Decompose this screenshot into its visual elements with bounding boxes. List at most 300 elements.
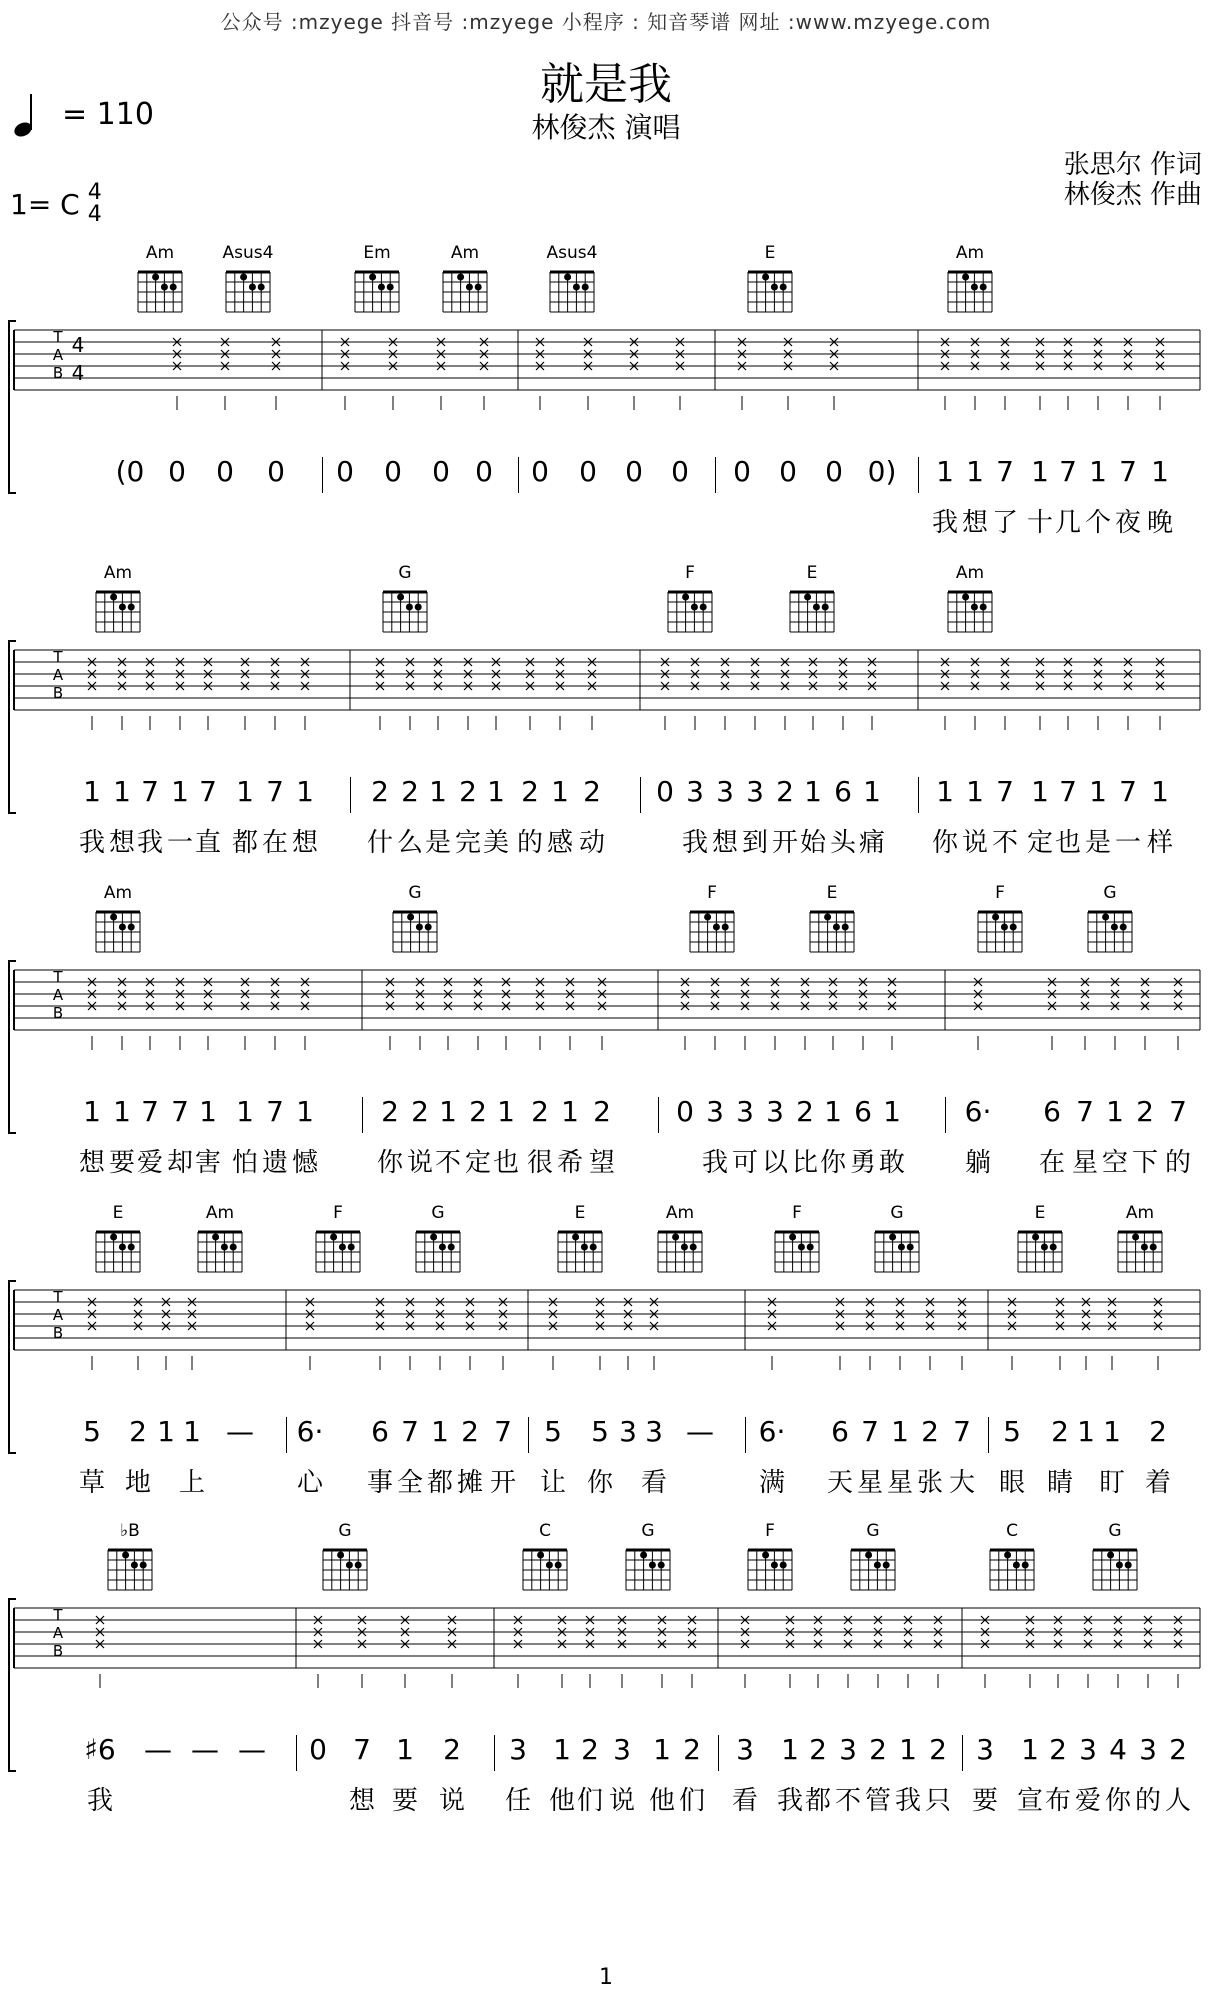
lyric-char: 躺 — [964, 1148, 992, 1178]
jianpu-note: 2 — [459, 775, 477, 808]
tab-clef-letter: B — [52, 1642, 64, 1660]
jianpu-note: 1 — [1151, 455, 1169, 488]
lyric-char: 他 — [548, 1786, 576, 1816]
chord-diagram — [1018, 1203, 1062, 1272]
jianpu-note: 3 — [716, 775, 734, 808]
jianpu-note: 1 — [199, 1095, 217, 1128]
lyric-char: 几 — [1054, 508, 1082, 538]
jianpu-note: 2 — [461, 1415, 479, 1448]
tempo-marking — [14, 92, 154, 136]
time-signature — [88, 182, 102, 226]
jianpu-note: 3 — [766, 1095, 784, 1128]
jianpu-note: 6· — [964, 1095, 992, 1128]
jianpu-note: 3 — [509, 1733, 527, 1766]
jianpu-note: 1 — [236, 1095, 254, 1128]
jianpu-note: 0 — [579, 455, 597, 488]
lyric-char: 的 — [1164, 1148, 1192, 1178]
jianpu-note: 7 — [171, 1095, 189, 1128]
jianpu-note: 1 — [183, 1415, 201, 1448]
chord-name: F — [707, 883, 717, 903]
jianpu-note: 7 — [266, 1095, 284, 1128]
chord-diagram — [690, 883, 734, 952]
score-system — [0, 240, 1212, 540]
chord-diagram — [748, 1521, 792, 1590]
jianpu-note: 3 — [976, 1733, 994, 1766]
jianpu-note: 1 — [83, 1095, 101, 1128]
jianpu-note: 7 — [141, 1095, 159, 1128]
jianpu-note: 2 — [593, 1095, 611, 1128]
lyric-char: 说 — [438, 1786, 466, 1816]
lyric-char: 盯 — [1098, 1468, 1126, 1498]
notation-barline — [322, 457, 323, 493]
tab-clef-letter: A — [52, 1306, 64, 1324]
chord-name: G — [431, 1203, 445, 1223]
lyric-char: 动 — [578, 828, 606, 858]
composer-credit: 林俊杰 作曲 — [1063, 180, 1202, 210]
lyric-char: 却 — [166, 1148, 194, 1178]
tab-clef-letter: B — [52, 1004, 64, 1022]
lyric-char: 了 — [991, 508, 1019, 538]
lyric-char: 要 — [971, 1786, 999, 1816]
jianpu-note: 3 — [706, 1095, 724, 1128]
jianpu-note: 7 — [401, 1415, 419, 1448]
jianpu-note: 1 — [899, 1733, 917, 1766]
jianpu-note: 2 — [469, 1095, 487, 1128]
tab-clef-letter: T — [53, 1288, 63, 1306]
lyric-char: 大 — [948, 1468, 976, 1498]
jianpu-note: 2 — [776, 775, 794, 808]
chord-name: F — [995, 883, 1005, 903]
jianpu-note: 4 — [1109, 1733, 1127, 1766]
lyric-char: 们 — [576, 1786, 604, 1816]
tab-time-top: 4 — [71, 333, 85, 357]
jianpu-note: 2 — [1136, 1095, 1154, 1128]
jianpu-note: 1 — [891, 1415, 909, 1448]
jianpu-note: 1 — [113, 1095, 131, 1128]
jianpu-note: 1 — [1077, 1415, 1095, 1448]
lyric-char: 你 — [819, 1148, 847, 1178]
jianpu-note: 5 — [591, 1415, 609, 1448]
notation-barline — [918, 777, 919, 813]
lyric-char: 也 — [1054, 828, 1082, 858]
lyric-char: 的 — [1134, 1786, 1162, 1816]
jianpu-note: 0 — [733, 455, 751, 488]
lyric-char: 都 — [426, 1468, 454, 1498]
jianpu-note: 1 — [236, 775, 254, 808]
jianpu-note: 3 — [736, 1095, 754, 1128]
lyric-char: 想 — [108, 828, 136, 858]
tab-staff — [0, 1200, 1212, 1370]
chord-name: ♭B — [120, 1521, 140, 1541]
jianpu-note: 1 — [487, 775, 505, 808]
notation-barline — [518, 457, 519, 493]
chord-name: G — [866, 1521, 880, 1541]
chord-name: E — [574, 1203, 586, 1223]
lyric-char: 们 — [678, 1786, 706, 1816]
tab-time-bottom: 4 — [71, 361, 85, 385]
jianpu-note: 1 — [781, 1733, 799, 1766]
chord-diagram — [443, 243, 487, 312]
jianpu-note: 0 — [267, 455, 285, 488]
chord-name: Am — [145, 243, 175, 263]
lyric-char: 看 — [640, 1468, 668, 1498]
chord-diagram — [198, 1203, 242, 1272]
chord-diagram — [547, 243, 598, 312]
chord-diagram — [948, 563, 992, 632]
tab-clef-letter: T — [53, 1606, 63, 1624]
jianpu-note: 0 — [309, 1733, 327, 1766]
time-signature-top: 4 — [87, 180, 102, 205]
chord-diagram — [96, 883, 140, 952]
lyric-char: 直 — [194, 828, 222, 858]
lyric-char: 都 — [804, 1786, 832, 1816]
chord-diagram — [1088, 883, 1132, 952]
jianpu-note: 1 — [1021, 1733, 1039, 1766]
lyric-char: 事 — [366, 1468, 394, 1498]
lyric-char: 不 — [991, 828, 1019, 858]
chord-name: E — [112, 1203, 124, 1223]
notation-barline — [918, 457, 919, 493]
jianpu-note: 0 — [336, 455, 354, 488]
lyric-char: 睛 — [1046, 1468, 1074, 1498]
lyric-char: 头 — [829, 828, 857, 858]
jianpu-note: 6 — [831, 1415, 849, 1448]
jianpu-note: 1 — [883, 1095, 901, 1128]
chord-name: Am — [103, 883, 133, 903]
lyric-char: 心 — [296, 1468, 324, 1498]
jianpu-note: 2 — [921, 1415, 939, 1448]
lyric-char: 我 — [681, 828, 709, 858]
lyric-char: 满 — [758, 1468, 786, 1498]
lyricist-credit: 张思尔 作词 — [1063, 150, 1202, 180]
chord-name: Em — [363, 243, 391, 263]
jianpu-note: 1 — [824, 1095, 842, 1128]
chord-name: E — [826, 883, 838, 903]
jianpu-note: 7 — [1119, 775, 1137, 808]
quarter-note-icon — [14, 92, 44, 136]
lyric-char: 草 — [78, 1468, 106, 1498]
jianpu-note: 1 — [653, 1733, 671, 1766]
jianpu-note: — — [686, 1415, 714, 1448]
lyric-char: 夜 — [1114, 508, 1142, 538]
lyric-char: 比 — [791, 1148, 819, 1178]
numbered-notation-row — [0, 1733, 1212, 1773]
lyrics-row — [0, 502, 1212, 542]
lyric-char: 天 — [826, 1468, 854, 1498]
notation-barline — [658, 1097, 659, 1133]
lyric-char: 要 — [108, 1148, 136, 1178]
chord-name: F — [333, 1203, 343, 1223]
jianpu-note: 6· — [758, 1415, 786, 1448]
jianpu-note: 1 — [497, 1095, 515, 1128]
lyrics-row — [0, 1142, 1212, 1182]
lyric-char: 全 — [396, 1468, 424, 1498]
lyric-char: 定 — [1026, 828, 1054, 858]
lyric-char: 开 — [489, 1468, 517, 1498]
jianpu-note: 3 — [619, 1415, 637, 1448]
lyric-char: 以 — [761, 1148, 789, 1178]
lyric-char: 不 — [834, 1786, 862, 1816]
jianpu-note: 5 — [83, 1415, 101, 1448]
score-system — [0, 1200, 1212, 1500]
tab-staff — [0, 1518, 1212, 1688]
chord-name: Am — [665, 1203, 695, 1223]
notation-barline — [715, 457, 716, 493]
lyrics-row — [0, 822, 1212, 862]
notation-barline — [296, 1735, 297, 1771]
lyric-char: 星 — [1071, 1148, 1099, 1178]
tab-clef-letter: B — [52, 1324, 64, 1342]
chord-name: F — [685, 563, 695, 583]
jianpu-note: 1 — [1103, 1415, 1121, 1448]
notation-barline — [962, 1735, 963, 1771]
chord-diagram — [668, 563, 712, 632]
jianpu-note: 7 — [996, 455, 1014, 488]
chord-name: Am — [955, 563, 985, 583]
jianpu-note: 1 — [1031, 775, 1049, 808]
notation-barline — [528, 1417, 529, 1453]
jianpu-note: 1 — [396, 1733, 414, 1766]
lyric-char: 什 — [366, 828, 394, 858]
jianpu-note: 3 — [839, 1733, 857, 1766]
lyric-char: 开 — [771, 828, 799, 858]
jianpu-note: 3 — [613, 1733, 631, 1766]
chord-diagram — [626, 1521, 670, 1590]
lyric-char: 他 — [648, 1786, 676, 1816]
jianpu-note: 1 — [553, 1733, 571, 1766]
lyric-char: 说 — [406, 1148, 434, 1178]
lyric-char: 想 — [961, 508, 989, 538]
lyric-char: 上 — [178, 1468, 206, 1498]
lyric-char: 空 — [1101, 1148, 1129, 1178]
jianpu-note: 0 — [384, 455, 402, 488]
chord-diagram — [223, 243, 274, 312]
jianpu-note: 0 — [671, 455, 689, 488]
lyric-char: 是 — [424, 828, 452, 858]
jianpu-note: 7 — [1076, 1095, 1094, 1128]
lyric-char: 布 — [1044, 1786, 1072, 1816]
jianpu-note: 7 — [1059, 455, 1077, 488]
numbered-notation-row — [0, 455, 1212, 495]
jianpu-note: 1 — [863, 775, 881, 808]
notation-barline — [494, 1735, 495, 1771]
lyric-char: 看 — [731, 1786, 759, 1816]
key-signature — [10, 182, 102, 226]
lyric-char: 勇 — [849, 1148, 877, 1178]
jianpu-note: 2 — [583, 775, 601, 808]
tab-clef-letter: A — [52, 666, 64, 684]
jianpu-note: 1 — [1106, 1095, 1124, 1128]
lyric-char: 在 — [1038, 1148, 1066, 1178]
chord-diagram — [875, 1203, 919, 1272]
lyric-char: 我 — [776, 1786, 804, 1816]
chord-diagram — [96, 563, 140, 632]
lyric-char: 想 — [711, 828, 739, 858]
notation-barline — [745, 1417, 746, 1453]
lyric-char: 憾 — [291, 1148, 319, 1178]
tab-clef-letter: T — [53, 328, 63, 346]
tab-clef-letter: A — [52, 346, 64, 364]
jianpu-note: 5 — [1003, 1415, 1021, 1448]
jianpu-note: 2 — [1051, 1415, 1069, 1448]
chord-diagram — [748, 243, 792, 312]
chord-name: F — [792, 1203, 802, 1223]
chord-diagram — [355, 243, 399, 312]
chord-diagram — [978, 883, 1022, 952]
jianpu-note: — — [144, 1733, 172, 1766]
jianpu-note: 3 — [1079, 1733, 1097, 1766]
jianpu-note: — — [226, 1415, 254, 1448]
chord-name: G — [890, 1203, 904, 1223]
jianpu-note: 6 — [371, 1415, 389, 1448]
jianpu-note: 2 — [869, 1733, 887, 1766]
chord-diagram — [948, 243, 992, 312]
chord-name: E — [806, 563, 818, 583]
jianpu-note: 1 — [296, 1095, 314, 1128]
chord-name: Am — [955, 243, 985, 263]
jianpu-note: 2 — [581, 1733, 599, 1766]
lyric-char: 遗 — [261, 1148, 289, 1178]
lyric-char: 望 — [588, 1148, 616, 1178]
chord-name: F — [765, 1521, 775, 1541]
lyric-char: 不 — [434, 1148, 462, 1178]
lyric-char: 晚 — [1146, 508, 1174, 538]
jianpu-note: — — [238, 1733, 266, 1766]
lyric-char: 说 — [608, 1786, 636, 1816]
chord-name: E — [1034, 1203, 1046, 1223]
lyric-char: 我 — [931, 508, 959, 538]
credits — [1064, 150, 1202, 210]
lyric-char: 很 — [526, 1148, 554, 1178]
jianpu-note: 1 — [551, 775, 569, 808]
lyric-char: 只 — [924, 1786, 952, 1816]
chord-diagram — [96, 1203, 140, 1272]
lyric-char: 爱 — [1074, 1786, 1102, 1816]
jianpu-note: 7 — [1059, 775, 1077, 808]
jianpu-note: 1 — [1151, 775, 1169, 808]
lyric-char: 你 — [376, 1148, 404, 1178]
chord-name: G — [1103, 883, 1117, 903]
notation-barline — [988, 1417, 989, 1453]
lyric-char: 你 — [1104, 1786, 1132, 1816]
chord-diagram — [851, 1521, 895, 1590]
jianpu-note: 7 — [199, 775, 217, 808]
chord-name: E — [764, 243, 776, 263]
numbered-notation-row — [0, 1415, 1212, 1455]
jianpu-note: 1 — [1089, 775, 1107, 808]
jianpu-note: 2 — [381, 1095, 399, 1128]
lyric-char: 眼 — [998, 1468, 1026, 1498]
time-signature-bottom: 4 — [87, 202, 102, 227]
chord-diagram — [416, 1203, 460, 1272]
jianpu-note: 6 — [834, 775, 852, 808]
lyric-char: 在 — [261, 828, 289, 858]
lyric-char: 爱 — [136, 1148, 164, 1178]
jianpu-note: 2 — [683, 1733, 701, 1766]
jianpu-note: 2 — [371, 775, 389, 808]
chord-name: Am — [450, 243, 480, 263]
notation-barline — [350, 777, 351, 813]
lyric-char: 我 — [78, 828, 106, 858]
jianpu-note: 1 — [113, 775, 131, 808]
jianpu-note: 0 — [825, 455, 843, 488]
singer-credit: 林俊杰 演唱 — [531, 111, 681, 144]
lyric-char: 是 — [1084, 828, 1112, 858]
lyric-char: 想 — [348, 1786, 376, 1816]
lyric-char: 敢 — [878, 1148, 906, 1178]
chord-diagram — [383, 563, 427, 632]
jianpu-note: ♯6 — [84, 1733, 116, 1766]
chord-diagram — [775, 1203, 819, 1272]
jianpu-note: 2 — [1049, 1733, 1067, 1766]
notation-barline — [640, 777, 641, 813]
jianpu-note: 0 — [531, 455, 549, 488]
lyric-char: 到 — [741, 828, 769, 858]
lyric-char: 星 — [856, 1468, 884, 1498]
lyric-char: 希 — [556, 1148, 584, 1178]
chord-diagram — [108, 1521, 152, 1590]
jianpu-note: 6· — [296, 1415, 324, 1448]
score-system — [0, 1518, 1212, 1818]
jianpu-note: 6 — [1043, 1095, 1061, 1128]
jianpu-note: 7 — [953, 1415, 971, 1448]
jianpu-note: 2 — [929, 1733, 947, 1766]
chord-diagram — [790, 563, 834, 632]
jianpu-note: 0 — [432, 455, 450, 488]
lyric-char: 要 — [391, 1786, 419, 1816]
jianpu-note: 2 — [401, 775, 419, 808]
lyric-char: 人 — [1164, 1786, 1192, 1816]
tab-clef-letter: A — [52, 986, 64, 1004]
jianpu-note: 7 — [1119, 455, 1137, 488]
lyric-char: 宣 — [1016, 1786, 1044, 1816]
chord-name: G — [408, 883, 422, 903]
jianpu-note: 0 — [168, 455, 186, 488]
jianpu-note: 1 — [1089, 455, 1107, 488]
lyric-char: 么 — [396, 828, 424, 858]
jianpu-note: 0) — [867, 455, 897, 488]
lyric-char: 让 — [539, 1468, 567, 1498]
lyric-char: 美 — [482, 828, 510, 858]
lyrics-row — [0, 1462, 1212, 1502]
tab-clef-letter: B — [52, 684, 64, 702]
notation-barline — [945, 1097, 946, 1133]
lyric-char: 我 — [86, 1786, 114, 1816]
jianpu-note: 0 — [475, 455, 493, 488]
lyric-char: 我 — [136, 828, 164, 858]
tab-staff — [0, 560, 1212, 730]
jianpu-note: 2 — [1149, 1415, 1167, 1448]
tempo-value: = 110 — [62, 96, 154, 132]
chord-name: G — [398, 563, 412, 583]
jianpu-note: 1 — [966, 775, 984, 808]
jianpu-note: (0 — [115, 455, 145, 488]
numbered-notation-row — [0, 1095, 1212, 1135]
jianpu-note: 1 — [157, 1415, 175, 1448]
lyric-char: 害 — [194, 1148, 222, 1178]
chord-diagram — [393, 883, 437, 952]
tab-clef-letter: A — [52, 1624, 64, 1642]
jianpu-note: 7 — [353, 1733, 371, 1766]
lyrics-row — [0, 1780, 1212, 1820]
lyric-char: 下 — [1131, 1148, 1159, 1178]
lyric-char: 你 — [931, 828, 959, 858]
score-system — [0, 560, 1212, 860]
chord-name: Am — [103, 563, 133, 583]
jianpu-note: 1 — [561, 1095, 579, 1128]
page-number: 1 — [599, 1965, 613, 1990]
jianpu-note: 3 — [686, 775, 704, 808]
